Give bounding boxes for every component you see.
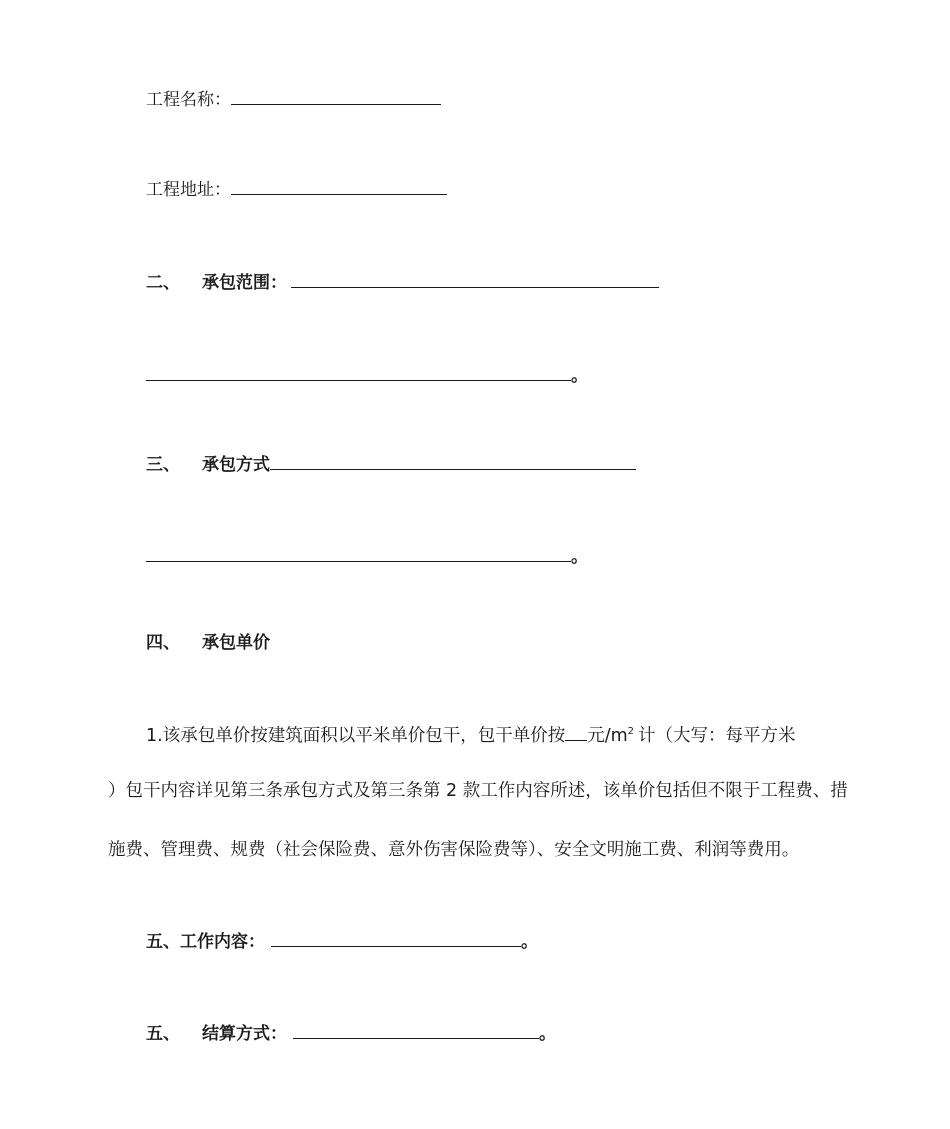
project-address-row bbox=[146, 176, 447, 202]
section-number: 五、 bbox=[146, 1024, 180, 1044]
clause-1-line-2: ）包干内容详见第三条承包方式及第三条第 2 款工作内容所述，该单价包括但不限于工程费、措 bbox=[108, 781, 848, 801]
work-content-blank[interactable] bbox=[271, 928, 521, 947]
superscript: 2 bbox=[627, 726, 635, 737]
clause-text: 计（大写：每平方米 bbox=[638, 726, 796, 746]
scope-blank-2[interactable] bbox=[146, 362, 571, 381]
work-content-heading bbox=[146, 928, 538, 954]
method-heading bbox=[146, 451, 636, 477]
method-blank[interactable] bbox=[270, 451, 636, 470]
settlement-heading bbox=[146, 1020, 556, 1046]
section-number: 二、 bbox=[146, 273, 180, 293]
section-title: 五、工作内容： bbox=[146, 932, 265, 952]
settlement-blank[interactable] bbox=[293, 1020, 539, 1039]
period: 。 bbox=[571, 547, 588, 567]
section-title: 承包方式 bbox=[202, 455, 270, 475]
clause-unit: 元/m bbox=[587, 726, 628, 746]
clause-1-line-1 bbox=[146, 722, 796, 748]
scope-blank[interactable] bbox=[291, 269, 659, 288]
section-number: 三、 bbox=[146, 455, 180, 475]
project-address-blank[interactable] bbox=[231, 176, 447, 195]
section-title: 承包范围： bbox=[202, 273, 287, 293]
period: 。 bbox=[539, 1024, 556, 1044]
project-name-label: 工程名称： bbox=[146, 90, 231, 110]
unit-price-heading bbox=[146, 631, 270, 655]
period: 。 bbox=[521, 932, 538, 952]
price-blank[interactable] bbox=[565, 722, 587, 741]
project-address-label: 工程地址： bbox=[146, 180, 231, 200]
method-blank-2[interactable] bbox=[146, 543, 571, 562]
scope-continuation bbox=[146, 362, 588, 388]
period: 。 bbox=[571, 366, 588, 386]
project-name-blank[interactable] bbox=[231, 86, 441, 105]
section-title: 结算方式： bbox=[202, 1024, 287, 1044]
clause-1-line-3: 施费、管理费、规费（社会保险费、意外伤害保险费等）、安全文明施工费、利润等费用。 bbox=[108, 840, 800, 860]
clause-text: 1.该承包单价按建筑面积以平米单价包干，包干单价按 bbox=[146, 726, 566, 746]
method-continuation bbox=[146, 543, 588, 569]
section-number: 四、 bbox=[146, 633, 180, 653]
section-title: 承包单价 bbox=[202, 633, 270, 653]
project-name-row bbox=[146, 86, 441, 112]
scope-heading bbox=[146, 269, 659, 295]
